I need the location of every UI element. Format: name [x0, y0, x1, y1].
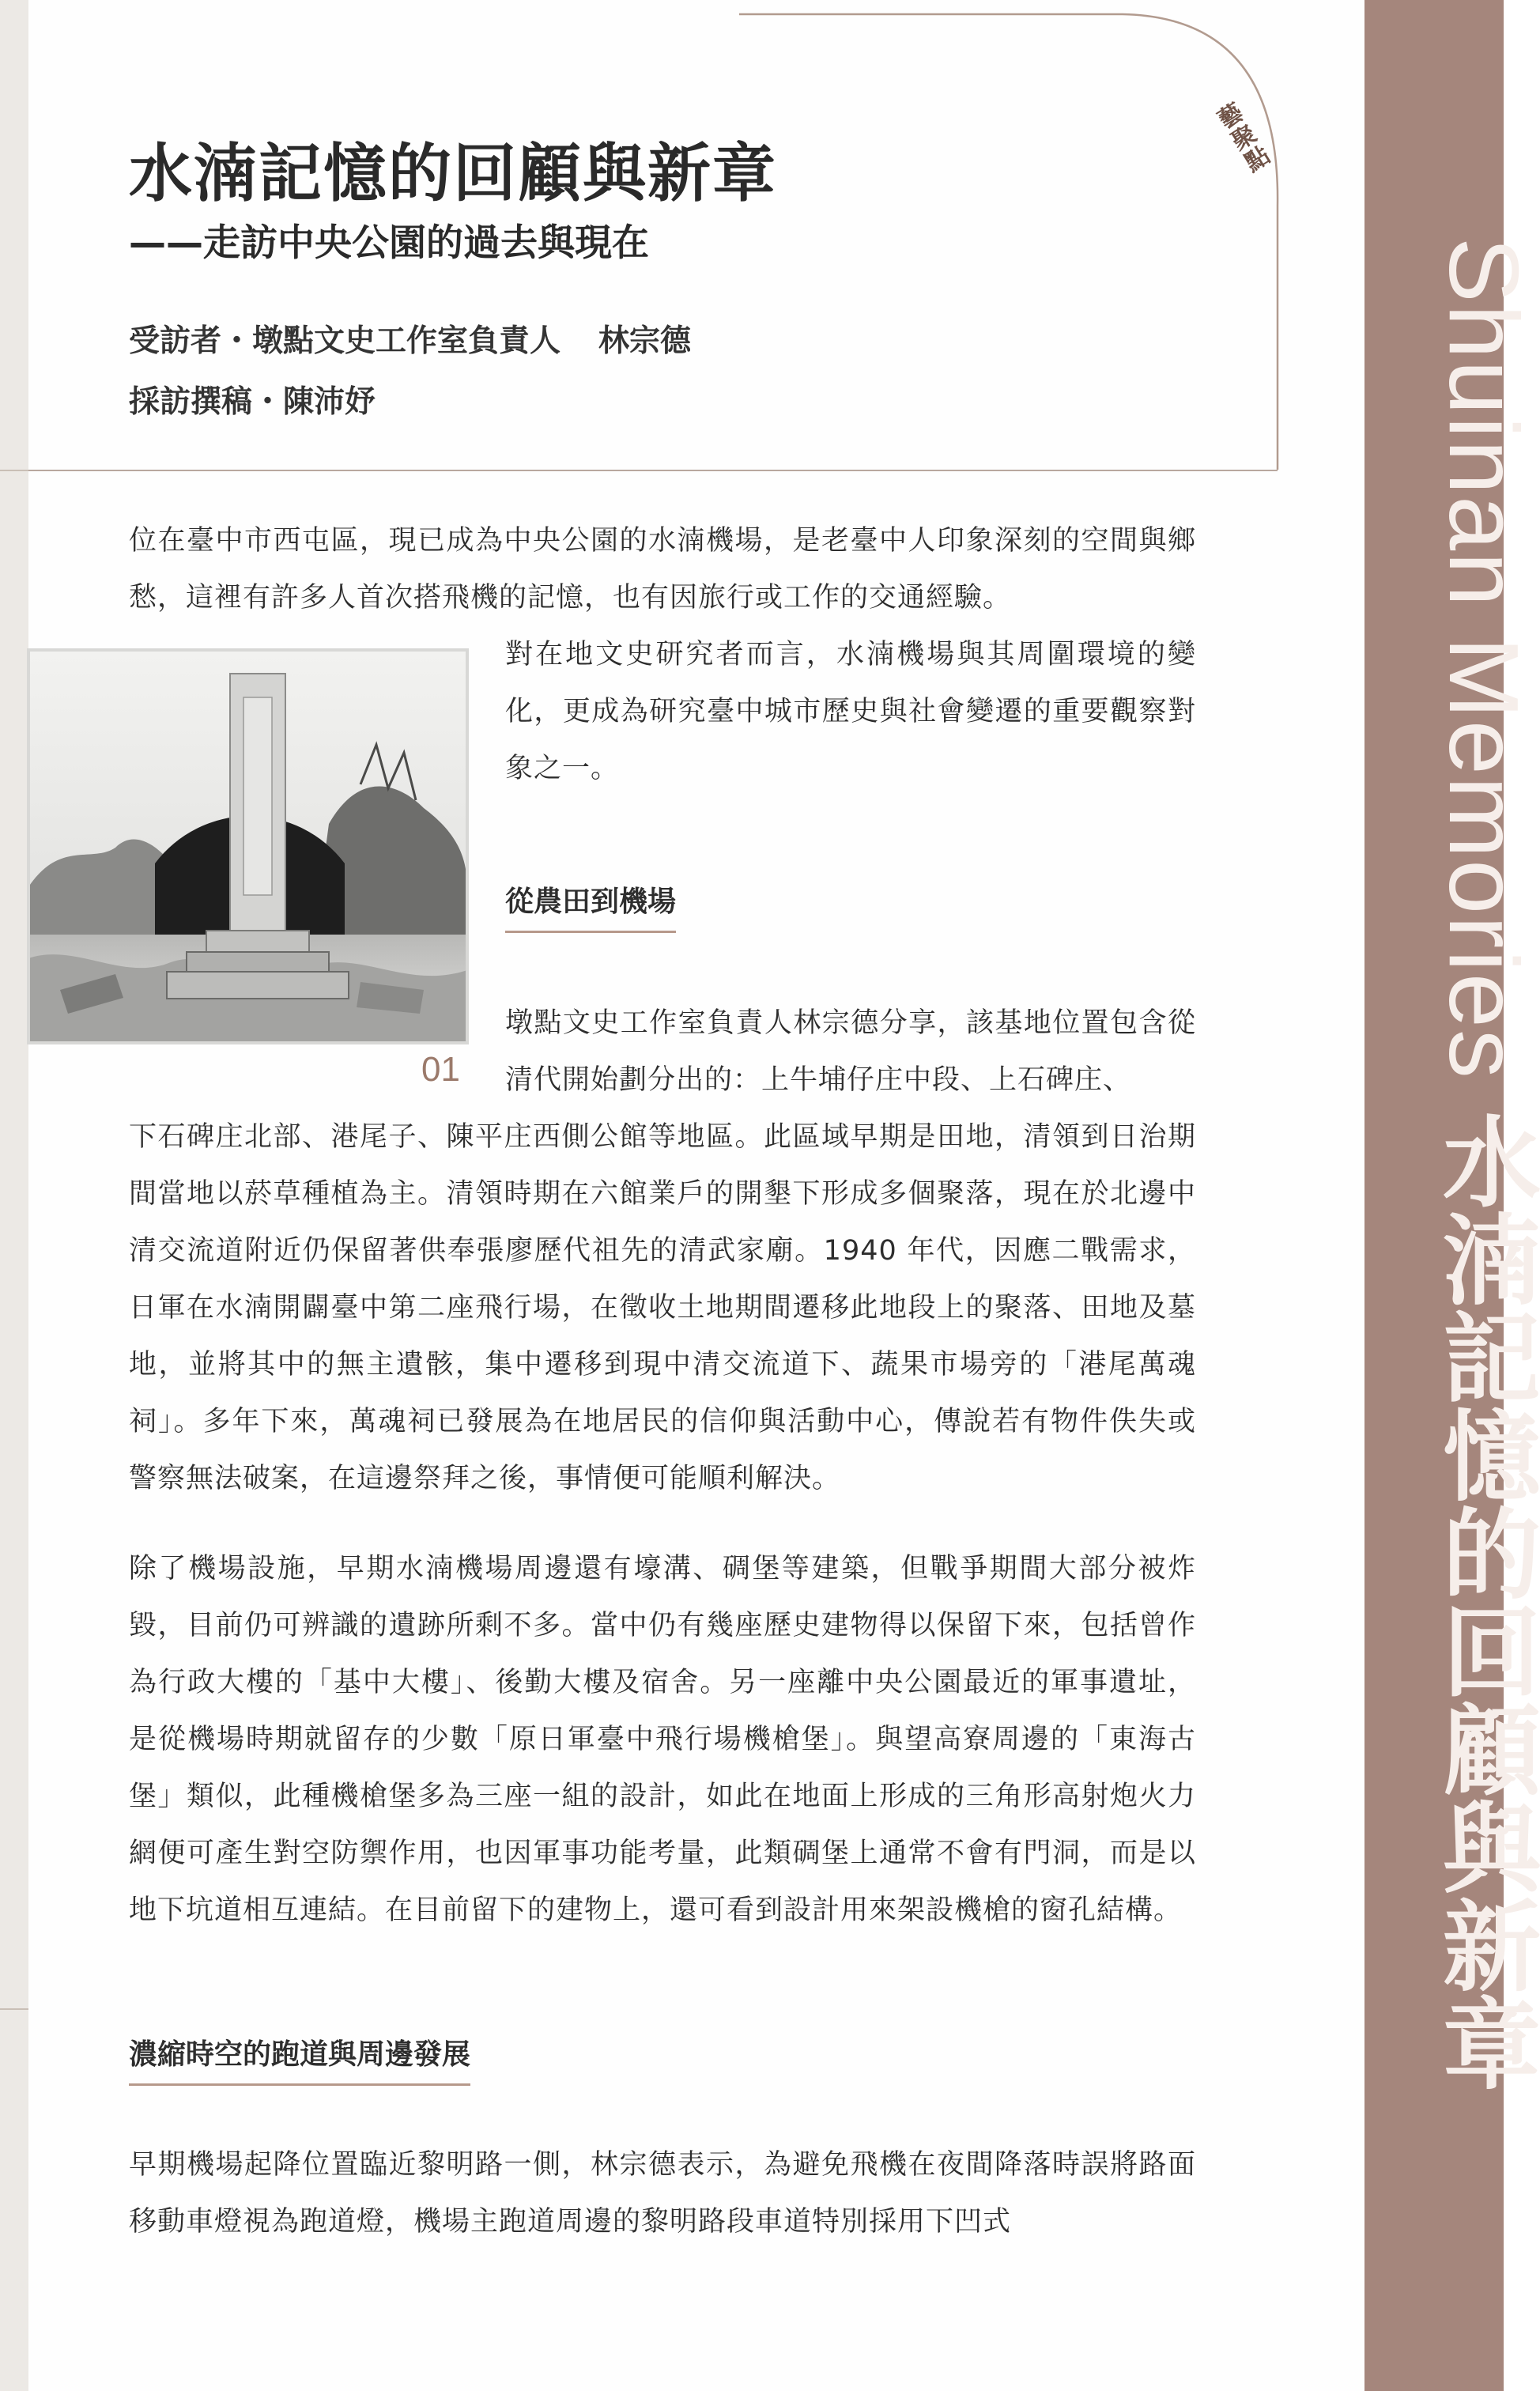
section-heading-farmland: 從農田到機場 — [505, 879, 676, 933]
historic-photo-monument — [28, 650, 467, 1043]
side-band-title — [1426, 237, 1540, 2091]
credit-interviewee-label: 受訪者・墩點文史工作室負責人 — [129, 323, 561, 359]
margin-tick — [0, 2008, 28, 2010]
article-subtitle: ——走訪中央公園的過去與現在 — [129, 221, 649, 265]
left-page-margin — [0, 0, 28, 2391]
article-title: 水湳記憶的回顧與新章 — [129, 137, 777, 210]
credit-interviewee-name: 林宗德 — [598, 323, 692, 359]
section-1-paragraph-c: 除了機場設施，早期水湳機場周邊還有壕溝、碉堡等建築，但戰爭期間大部分被炸毀，目前仍可辨識的遺跡所剩不多。當中仍有幾座歷史建物得以保留下來，包括曾作為行政大樓的「基中大樓」、後勤大樓及宿舍。另一座離中央公園最近的軍事遺址，是從機場時期就留存的少數「原日軍臺中飛行場機槍堡」。與望高寮周邊的「東海古堡」類似，此種機槍堡多為三座一組的設計，如此在地面上形成的三角形高射炮火力網便可產生對空防禦作用，也因軍事功能考量，此類碉堡上通常不會有門洞，而是以地下坑道相互連結。在目前留下的建物上，還可看到設計用來架設機槍的窗孔結構。 — [129, 1553, 1196, 1926]
column-tag: 藝聚點 — [1210, 99, 1274, 179]
monument-photo-illustration — [28, 650, 467, 1043]
photo-number: 01 — [421, 1050, 460, 1089]
section-2-paragraph: 早期機場起降位置臨近黎明路一側，林宗德表示，為避免飛機在夜間降落時誤將路面移動車燈視為跑道燈，機場主跑道周邊的黎明路段車道特別採用下凹式 — [129, 2149, 1196, 2238]
header-divider — [28, 470, 1278, 471]
credit-interviewee — [129, 316, 691, 361]
band-title-en: Shuinan Memories — [1429, 237, 1538, 1080]
credit-writer: 採訪撰稿・陳沛妤 — [129, 384, 376, 420]
intro-paragraph: 位在臺中市西屯區，現已成為中央公園的水湳機場，是老臺中人印象深刻的空間與鄉愁，這裡有許多人首次搭飛機的記憶，也有因旅行或工作的交通經驗。 — [129, 525, 1196, 614]
margin-tick — [0, 470, 28, 471]
section-heading-runway: 濃縮時空的跑道與周邊發展 — [129, 2032, 470, 2086]
section-1-paragraph-b: 下石碑庄北部、港尾子、陳平庄西側公館等地區。此區域早期是田地，清領到日治期間當地以菸草種植為主。清領時期在六館業戶的開墾下形成多個聚落，現在於北邊中清交流道附近仍保留著供奉張廖歷代祖先的清武家廟。1940 年代，因應二戰需求，日軍在水湳開闢臺中第二座飛行場，在徵收土地期間遷移此地段上的聚落、田地及墓地，並將其中的無主遺骸，集中遷移到現中清交流道下、蔬果市場旁的「港尾萬魂祠」。多年下來，萬魂祠已發展為在地居民的信仰與活動中心，傳說若有物件佚失或警察無法破案，在這邊祭拜之後，事情便可能順利解決。 — [129, 1121, 1196, 1494]
decorative-curve — [711, 0, 1312, 490]
band-title-zh: 水湳記憶的回顧與新章 — [1426, 1110, 1540, 2091]
section-1-paragraph-a: 墩點文史工作室負責人林宗德分享，該基地位置包含從清代開始劃分出的：上牛埔仔庄中段、上石碑庄、 — [505, 1007, 1196, 1096]
intro-paragraph-2: 對在地文史研究者而言，水湳機場與其周圍環境的變化，更成為研究臺中城市歷史與社會變遷的重要觀察對象之一。 — [505, 639, 1196, 784]
